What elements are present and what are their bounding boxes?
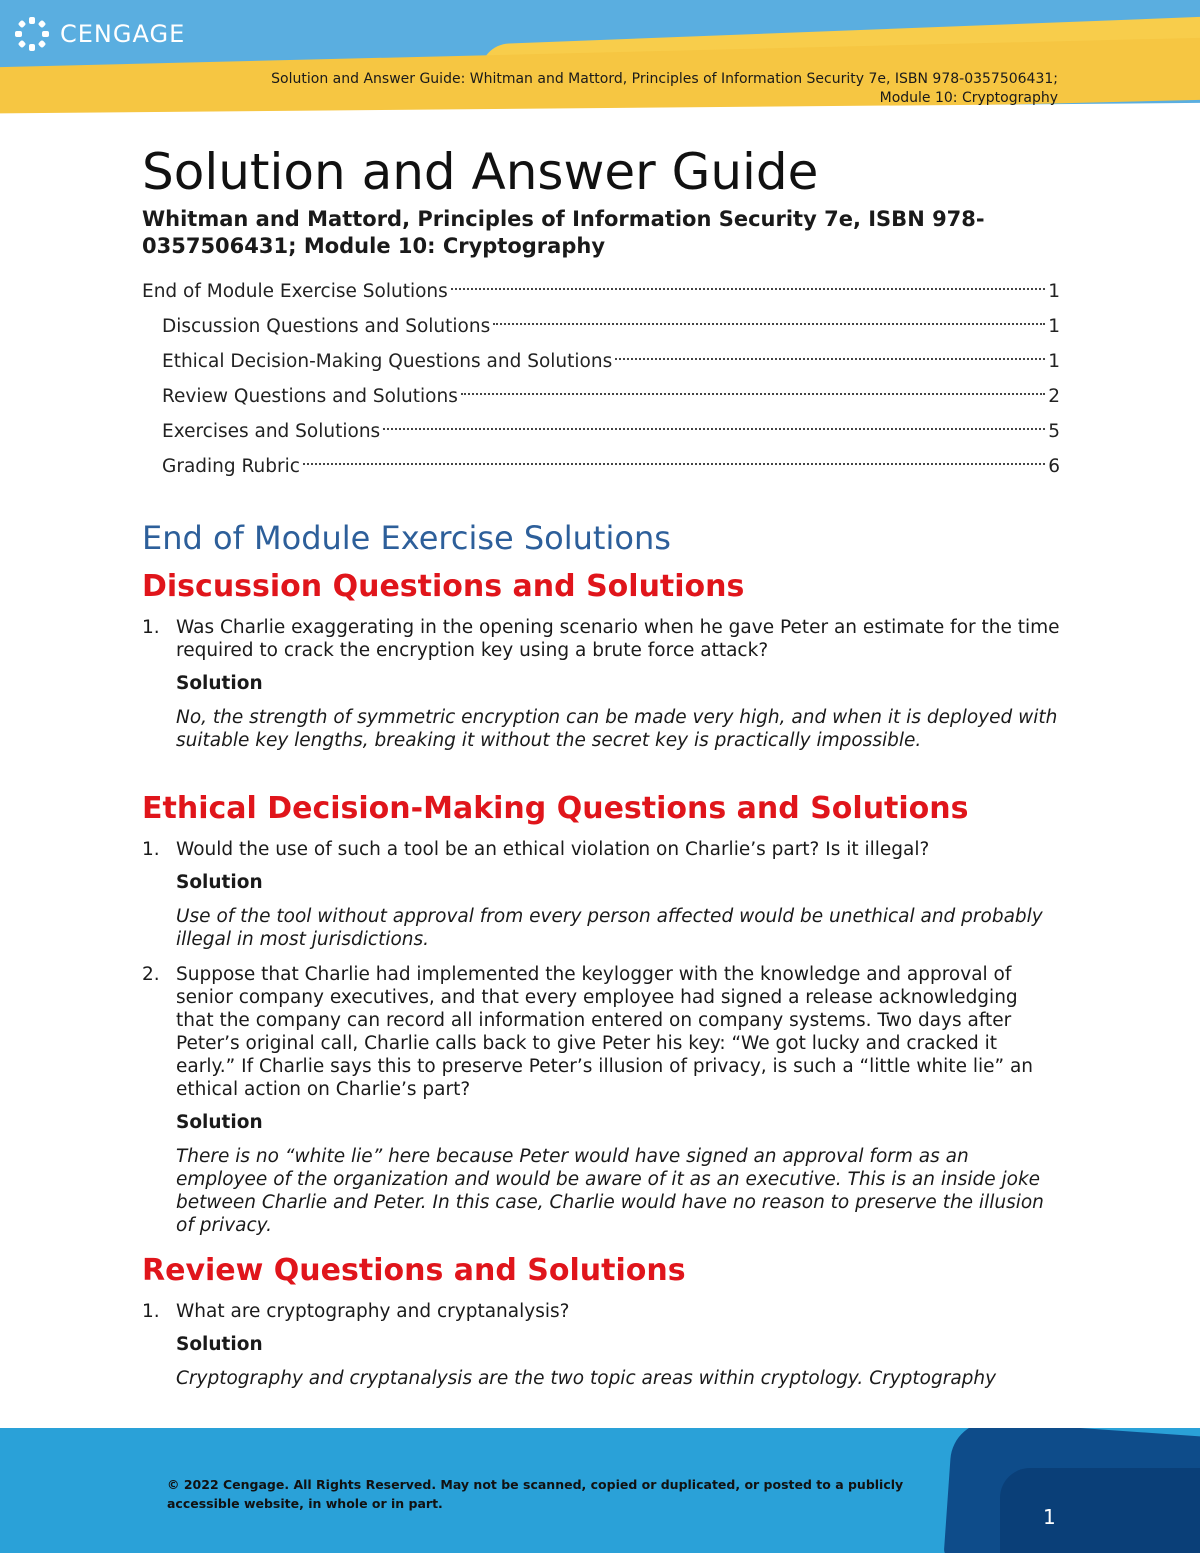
question-item (142, 616, 1060, 662)
solution-text: There is no “white lie” here because Peter would have signed an approval form as an employee of the organization and would be aware of it as an executive. This is an inside joke between Charlie and Peter. In this case, Charlie would have no reason to preserve the illusion of privacy. (176, 1146, 1044, 1236)
toc-entry-label: Grading Rubric (162, 456, 300, 477)
toc-entry-label: Exercises and Solutions (162, 421, 381, 442)
ethical-section (142, 790, 1060, 1237)
toc-entry[interactable] (142, 274, 1060, 309)
discussion-heading: Discussion Questions and Solutions (142, 569, 745, 604)
toc-leader (451, 288, 1045, 290)
question-text: What are cryptography and cryptanalysis? (176, 1301, 570, 1322)
toc-entry[interactable] (142, 344, 1060, 379)
toc-entry-page: 1 (1048, 281, 1060, 302)
toc-entry-page: 2 (1048, 386, 1060, 407)
brand-logo (14, 16, 185, 52)
toc-entry-label: Ethical Decision-Making Questions and Solutions (162, 351, 613, 372)
question-text: Suppose that Charlie had implemented the keylogger with the knowledge and approval of senior company executives, and that every employee had signed a release acknowledging that the company can record all information entered on company systems. Two days after Peter’s original call, Charlie calls back to give Peter his key: “We got lucky and cracked it early.” If Charlie says this to preserve Peter’s illusion of privacy, is such a “little white lie” an ethical action on Charlie’s part? (176, 964, 1034, 1100)
ethical-heading: Ethical Decision-Making Questions and Solutions (142, 791, 969, 826)
toc-entry[interactable] (142, 379, 1060, 414)
toc-entry-label: Discussion Questions and Solutions (162, 316, 491, 337)
question-item (142, 963, 1060, 1101)
document-body (142, 140, 1060, 1389)
toc-entry[interactable] (142, 449, 1060, 484)
toc-entry-page: 1 (1048, 351, 1060, 372)
page-subtitle: Whitman and Mattord, Principles of Information Security 7e, ISBN 978-0357506431; Module 10: Cryptography (142, 207, 985, 258)
review-section (142, 1252, 1060, 1390)
solution-label: Solution (176, 673, 263, 694)
toc-leader (615, 358, 1045, 360)
question-number: 1. (142, 839, 160, 860)
solution-label: Solution (176, 872, 263, 893)
page-number: 1 (1043, 1505, 1056, 1529)
toc-entry-page: 1 (1048, 316, 1060, 337)
footer-dark-stroke-2 (1000, 1468, 1200, 1553)
toc-entry-label: End of Module Exercise Solutions (142, 281, 448, 302)
toc-leader (383, 428, 1045, 430)
toc-entry-page: 6 (1048, 456, 1060, 477)
toc-leader (493, 323, 1045, 325)
cengage-logo-icon (14, 16, 50, 52)
question-number: 1. (142, 1301, 160, 1322)
question-text: Would the use of such a tool be an ethical violation on Charlie’s part? Is it illegal? (176, 839, 930, 860)
question-item (142, 1300, 1060, 1323)
copyright-notice: © 2022 Cengage. All Rights Reserved. May not be scanned, copied or duplicated, or posted to a publicly accessible website, in whole or in part. (167, 1477, 904, 1511)
brand-name: CENGAGE (60, 20, 186, 48)
question-number: 2. (142, 964, 160, 985)
question-number: 1. (142, 617, 160, 638)
toc-leader (461, 393, 1045, 395)
solution-label: Solution (176, 1334, 263, 1355)
page-title: Solution and Answer Guide (142, 143, 819, 201)
solution-text: No, the strength of symmetric encryption can be made very high, and when it is deployed with suitable key lengths, breaking it without the secret key is practically impossible. (176, 707, 1058, 751)
solution-text: Cryptography and cryptanalysis are the two topic areas within cryptology. Cryptography (176, 1368, 997, 1389)
running-header (98, 70, 1058, 108)
running-header-line1: Solution and Answer Guide: Whitman and Mattord, Principles of Information Security 7e, ISBN 978-0357506431; (271, 71, 1058, 87)
solution-label: Solution (176, 1112, 263, 1133)
running-header-line2: Module 10: Cryptography (879, 90, 1058, 106)
table-of-contents (142, 274, 1060, 484)
question-text: Was Charlie exaggerating in the opening scenario when he gave Peter an estimate for the time required to crack the encryption key using a brute force attack? (176, 617, 1060, 661)
review-heading: Review Questions and Solutions (142, 1253, 686, 1288)
toc-entry-label: Review Questions and Solutions (162, 386, 458, 407)
toc-leader (303, 463, 1045, 465)
main-section-heading: End of Module Exercise Solutions (142, 519, 671, 557)
solution-text: Use of the tool without approval from every person affected would be unethical and probably illegal in most jurisdictions. (176, 906, 1043, 950)
toc-entry[interactable] (142, 414, 1060, 449)
toc-entry[interactable] (142, 309, 1060, 344)
toc-entry-page: 5 (1048, 421, 1060, 442)
discussion-section (142, 568, 1060, 752)
question-item (142, 838, 1060, 861)
